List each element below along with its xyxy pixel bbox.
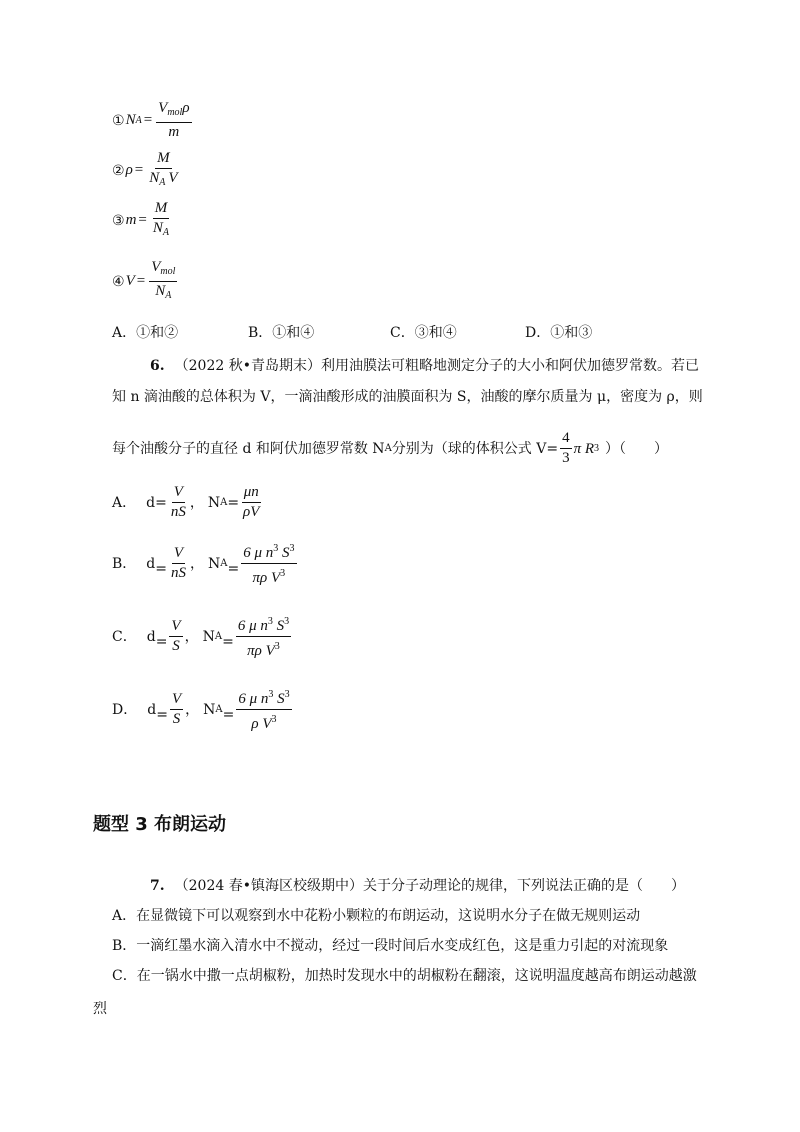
q6-line3-mid: 分别为（球的体积公式 V= (391, 440, 559, 457)
formula-2-den-tail: V (168, 170, 178, 186)
q6-option-c-d-num: V (169, 618, 182, 637)
q6-option-b-na-eq: = (227, 560, 240, 577)
q5-option-a (112, 323, 178, 343)
q6-option-c-label: C． (112, 628, 137, 645)
q7-option-a: A．在显微镜下可以观察到水中花粉小颗粒的布朗运动，这说明水分子在做无规则运动 (112, 908, 641, 924)
q6-option-d-label: D． (112, 701, 138, 718)
formula-3-lhs: m (125, 212, 137, 228)
formula-3-den: N (152, 220, 163, 236)
q6-option-d-n-den-sup: 3 (271, 714, 277, 725)
formula-4-eq: = (136, 273, 146, 289)
q6-option-a-n-num: μn (242, 484, 261, 503)
q6-option-a-na-eq: = (227, 494, 240, 511)
volume-sup: 3 (594, 442, 600, 454)
q6-option-b-na-sub: A (220, 557, 228, 569)
volume-den: 3 (562, 450, 570, 466)
q6-option-d-na: N (203, 701, 216, 718)
formula-4-lhs: V (125, 273, 135, 289)
formula-4-den: N (155, 283, 166, 299)
q6-line1-text: （2022 秋•青岛期末）利用油膜法可粗略地测定分子的大小和阿伏加德罗常数。若已 (174, 358, 699, 374)
q6-option-a-d-num: V (172, 484, 185, 503)
formula-1-den: m (168, 124, 180, 140)
formula-2-num: M (155, 150, 172, 169)
q5-option-b-text: ①和④ (272, 325, 315, 341)
q5-option-d (525, 323, 592, 343)
q6-option-b-n-num: 6 μ n (243, 545, 274, 561)
q6-option-c-n-den: πρ V (247, 643, 275, 659)
q5-option-a-text: ①和② (136, 325, 179, 341)
q6-option-d-n-den: ρ V (251, 716, 272, 732)
formula-1-lhs-sub: A (135, 115, 142, 126)
q7-option-b: B．一滴红墨水滴入清水中不搅动，经过一段时间后水变成红色，这是重力引起的对流现象 (112, 938, 669, 954)
q6-stem-line3 (112, 430, 668, 467)
q6-option-d (112, 686, 294, 733)
formula-3-eq: = (138, 212, 147, 228)
q6-option-d-d-eq: = (156, 706, 168, 723)
q7-option-c-continued: 烈 (93, 1001, 107, 1017)
q6-option-d-d-den: S (172, 711, 181, 727)
q6-option-c-n-num-sup: 3 (267, 616, 273, 627)
q7-stem (150, 876, 685, 896)
q7-stem-text: （2024 春•镇海区校级期中）关于分子动理论的规律，下列说法正确的是（ ） (174, 878, 685, 894)
q6-option-c-na-sub: A (214, 630, 223, 642)
q6-option-d-na-sub: A (215, 703, 223, 715)
q5-option-c-text: ③和④ (414, 325, 457, 341)
q6-line3-end: ）（ ） (605, 440, 669, 457)
q6-option-b-d-eq: = (155, 560, 167, 577)
q6-stem-line1 (150, 356, 699, 376)
formula-2-fraction (147, 150, 179, 191)
q6-option-a-na: N (207, 494, 221, 511)
formula-1-lhs: N (125, 112, 136, 128)
formula-3-den-sub: A (162, 227, 169, 238)
q6-option-b-d-den: nS (171, 565, 186, 581)
q6-option-c-d: d (146, 628, 156, 645)
q5-option-d-label: D． (525, 325, 551, 341)
formula-1-eq: = (143, 112, 153, 128)
q6-line3-sub: A (384, 442, 392, 454)
q6-option-b-d: d (146, 555, 156, 572)
q6-option-b-label: B． (112, 555, 137, 572)
q6-option-b-n-den-sup: 3 (280, 568, 286, 579)
formula-2-den-sub: A (159, 177, 166, 188)
q6-option-b-n-den: πρ V (252, 570, 281, 586)
q6-option-c-na-eq: = (222, 633, 234, 650)
q6-option-a (112, 484, 263, 521)
formula-4-num: V (151, 259, 161, 275)
q6-option-d-d-num: V (170, 691, 183, 710)
q6-option-b-d-num: V (172, 545, 185, 564)
formula-1-num-sub: mol (167, 107, 183, 118)
q6-option-a-na-sub: A (220, 496, 228, 508)
q6-line3-pre: 每个油酸分子的直径 d 和阿伏加德罗常数 N (112, 440, 385, 457)
q6-option-a-d: d= (146, 494, 167, 511)
q6-option-c-sep: ， (184, 628, 199, 645)
formula-2 (112, 150, 182, 191)
formula-3-mark: ③ (112, 212, 125, 229)
q6-option-d-n-num-sup: 3 (268, 689, 274, 700)
formula-1-mark: ① (112, 112, 125, 129)
q6-option-a-n-den: ρV (243, 504, 260, 520)
formula-2-den: N (149, 170, 160, 186)
q7-number: 7. (150, 878, 165, 894)
formula-3 (112, 200, 173, 241)
q5-option-d-text: ①和③ (550, 325, 593, 341)
q6-option-d-d: d (147, 701, 157, 718)
q6-option-b-n-num-tail: S (278, 545, 290, 561)
formula-4-mark: ④ (112, 273, 125, 290)
section-heading: 题型 3 布朗运动 (93, 814, 227, 835)
formula-1 (112, 100, 194, 141)
q6-option-d-n-num-sup2: 3 (284, 689, 290, 700)
q6-option-d-na-eq: = (222, 706, 235, 723)
q5-option-b (248, 323, 314, 343)
formula-4-den-sub: A (165, 290, 172, 301)
formula-2-eq: = (134, 162, 144, 178)
q6-option-c-d-eq: = (155, 633, 168, 650)
q6-option-a-d-den: nS (170, 504, 186, 520)
volume-formula (558, 430, 599, 467)
q6-number: 6. (150, 358, 165, 374)
formula-1-num-tail: ρ (182, 100, 190, 116)
volume-num: 4 (560, 430, 572, 449)
formula-4-fraction (149, 259, 177, 304)
formula-3-num: M (153, 200, 170, 219)
q6-option-c (112, 613, 293, 660)
formula-3-fraction (151, 200, 171, 241)
q5-option-c-label: C． (390, 325, 415, 341)
q5-option-b-label: B． (248, 325, 273, 341)
q6-option-a-sep: ， (189, 494, 204, 511)
formula-2-lhs: ρ (125, 162, 133, 178)
q6-option-c-n-num: 6 μ n (237, 618, 268, 634)
q6-option-b-n-num-sup: 3 (273, 543, 279, 554)
q6-option-c-d-den: S (172, 638, 180, 654)
q6-option-d-n-num: 6 μ n (238, 691, 269, 707)
q6-option-b-na: N (208, 555, 221, 572)
q6-option-c-n-den-sup: 3 (274, 641, 280, 652)
q7-option-c: C．在一锅水中撒一点胡椒粉，加热时发现水中的胡椒粉在翻滚，这说明温度越高布朗运动越激 (112, 968, 697, 984)
formula-4 (112, 259, 179, 304)
formula-4-num-sub: mol (160, 266, 176, 277)
q6-option-b-n-num-sup2: 3 (289, 543, 295, 554)
q6-option-c-n-num-tail: S (272, 618, 285, 634)
formula-2-mark: ② (112, 162, 125, 179)
formula-1-num: V (158, 100, 168, 116)
q5-option-a-label: A． (112, 325, 137, 341)
q5-option-c (390, 323, 457, 343)
q6-option-d-n-num-tail: S (273, 691, 285, 707)
q6-option-d-sep: ， (185, 701, 200, 718)
q6-option-a-label: A． (112, 494, 137, 511)
q6-option-b-sep: ， (190, 555, 204, 572)
q6-option-b (112, 540, 299, 587)
formula-1-fraction (156, 100, 191, 141)
volume-tail: π R (573, 440, 595, 457)
q6-option-c-n-num-sup2: 3 (284, 616, 290, 627)
q6-stem-line2: 知 n 滴油酸的总体积为 V，一滴油酸形成的油膜面积为 S，油酸的摩尔质量为 μ，密度为 ρ，则 (112, 389, 703, 405)
q6-option-c-na: N (202, 628, 215, 645)
